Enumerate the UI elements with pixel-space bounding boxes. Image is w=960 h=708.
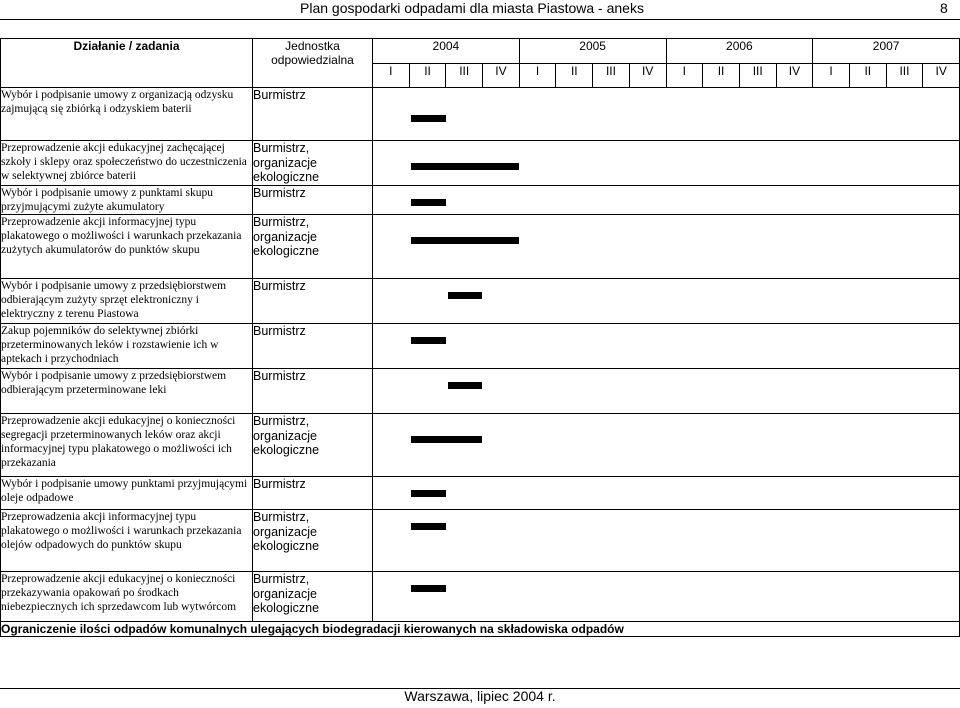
responsible-cell: Burmistrz [253,477,373,510]
schedule-bar [411,337,446,344]
quarter-header: III [739,63,776,88]
responsible-cell: Burmistrz, organizacje ekologiczne [253,215,373,279]
quarter-header: IV [776,63,813,88]
document-header-title: Plan gospodarki odpadami dla miasta Piastowa - aneks [300,0,644,16]
year-header-2007: 2007 [813,39,960,64]
table-row [1,279,960,324]
table-row [1,88,960,141]
quarter-header: III [593,63,630,88]
action-cell: Przeprowadzenie akcji edukacyjnej zachęcającej szkoły i sklepy oraz społeczeństwo do uczestniczenia w selektywnej zbiórce baterii [1,141,253,186]
timeline-cell [373,572,960,622]
responsible-cell: Burmistrz [253,369,373,414]
summary-row [1,622,960,637]
table-row [1,369,960,414]
action-cell: Przeprowadzenie akcji edukacyjnej o konieczności przekazywania opakowań po środkach niebezpiecznych ich sprzedawcom lub wytwórcom [1,572,253,622]
footer-date: Warszawa, lipiec 2004 r. [404,688,556,704]
schedule-bar [448,382,483,389]
schedule-table [0,38,960,637]
quarter-header: IV [483,63,520,88]
responsible-cell: Burmistrz [253,279,373,324]
table-row [1,414,960,477]
schedule-bar [411,115,446,122]
summary-text: Ograniczenie ilości odpadów komunalnych ulegających biodegradacji kierowanych na składowiska odpadów [1,622,960,637]
responsible-cell: Burmistrz, organizacje ekologiczne [253,572,373,622]
quarter-header: III [886,63,923,88]
action-cell: Wybór i podpisanie umowy z przedsiębiorstwem odbierającym przeterminowane leki [1,369,253,414]
action-cell: Wybór i podpisanie umowy z punktami skupu przyjmującymi zużyte akumulatory [1,186,253,215]
year-header-2004: 2004 [373,39,520,64]
quarter-header: I [666,63,703,88]
timeline-cell [373,510,960,572]
timeline-cell [373,324,960,369]
schedule-bar [448,292,483,299]
quarter-header: III [446,63,483,88]
table-row [1,141,960,186]
year-header-2005: 2005 [519,39,666,64]
quarter-header: II [703,63,740,88]
table-row [1,572,960,622]
timeline-cell [373,88,960,141]
action-cell: Przeprowadzenie akcji informacyjnej typu plakatowego o możliwości i warunkach przekazania zużytych akumulatorów do punktów skupu [1,215,253,279]
responsible-column-header: Jednostka odpowiedzialna [253,39,373,88]
responsible-cell: Burmistrz [253,186,373,215]
action-cell: Wybór i podpisanie umowy z organizacją odzysku zajmującą się zbiórką i odzyskiem baterii [1,88,253,141]
schedule-bar [411,436,483,443]
action-cell: Zakup pojemników do selektywnej zbiórki przeterminowanych leków i rozstawienie ich w aptekach i przychodniach [1,324,253,369]
timeline-cell [373,141,960,186]
quarter-header: IV [923,63,960,88]
quarter-header: II [409,63,446,88]
schedule-bar [411,523,446,530]
table-row [1,186,960,215]
quarter-header: I [813,63,850,88]
schedule-bar [411,585,446,592]
quarter-header: II [849,63,886,88]
responsible-cell: Burmistrz, organizacje ekologiczne [253,414,373,477]
timeline-cell [373,215,960,279]
schedule-bar [411,490,446,497]
responsible-cell: Burmistrz [253,324,373,369]
timeline-cell [373,279,960,324]
quarter-header: I [373,63,410,88]
quarter-header: I [519,63,556,88]
action-column-header: Działanie / zadania [1,39,253,88]
page-number: 8 [940,0,948,16]
action-cell: Wybór i podpisanie umowy z przedsiębiorstwem odbierającym zużyty sprzęt elektroniczny i elektryczny z terenu Piastowa [1,279,253,324]
action-cell: Przeprowadzenie akcji edukacyjnej o konieczności segregacji przeterminowanych leków oraz akcji informacyjnej typu plakatowego o możliwości ich przekazania [1,414,253,477]
responsible-cell: Burmistrz [253,88,373,141]
quarter-header: II [556,63,593,88]
schedule-bar [411,199,446,206]
header-rule [0,19,960,20]
responsible-cell: Burmistrz, organizacje ekologiczne [253,510,373,572]
timeline-cell [373,477,960,510]
timeline-cell [373,369,960,414]
schedule-bar [411,237,519,244]
schedule-bar [411,163,519,170]
action-cell: Przeprowadzenia akcji informacyjnej typu plakatowego o możliwości i warunkach przekazania olejów odpadowych do punktów skupu [1,510,253,572]
table-row [1,477,960,510]
table-row [1,510,960,572]
table-row [1,324,960,369]
table-row [1,215,960,279]
timeline-cell [373,414,960,477]
quarter-header: IV [629,63,666,88]
year-header-2006: 2006 [666,39,813,64]
action-cell: Wybór i podpisanie umowy punktami przyjmującymi oleje odpadowe [1,477,253,510]
responsible-cell: Burmistrz, organizacje ekologiczne [253,141,373,186]
timeline-cell [373,186,960,215]
